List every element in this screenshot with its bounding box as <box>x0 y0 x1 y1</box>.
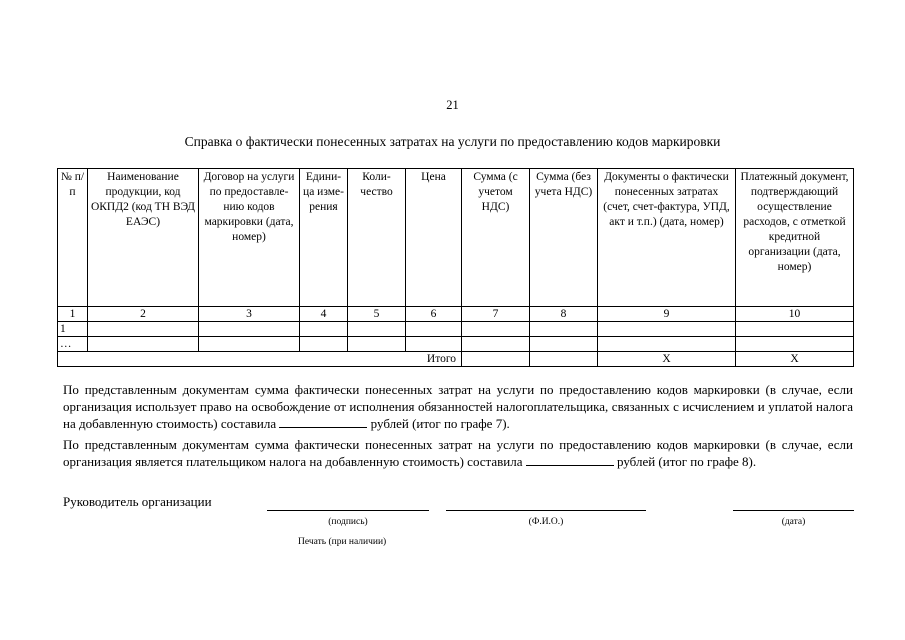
table-cell <box>348 322 406 337</box>
table-cell <box>598 337 736 352</box>
paragraph-suffix: рублей (итог по графе 7). <box>370 416 510 431</box>
column-number: 6 <box>406 307 462 322</box>
column-number: 5 <box>348 307 406 322</box>
column-header: Документы о фактически понесенных затратах (счет, счет-фактура, УПД, акт и т.п.) (дата, номер) <box>598 169 736 307</box>
table-cell <box>598 322 736 337</box>
paragraph-text: По представленным документам сумма фактически понесенных затрат на услуги по предоставлению кодов маркировки (в случае, если организация использует право на освобождение от исполнения обязанностей налогоплательщика, связанных с исчислением и уплатой налога на добавленную стоимость) составила <box>63 382 853 431</box>
total-row <box>58 352 854 367</box>
table-cell <box>462 322 530 337</box>
date-caption: (дата) <box>781 517 806 527</box>
table-cell <box>462 352 530 367</box>
table-cell <box>88 337 199 352</box>
column-number-row <box>58 307 854 322</box>
column-header: Договор на услуги по предоставле- нию кодов маркировки (дата, номер) <box>199 169 300 307</box>
paragraph-suffix: рублей (итог по графе 8). <box>617 454 757 469</box>
table-header-row <box>58 169 854 307</box>
column-header: Наименование продукции, код ОКПД2 (код ТН ВЭД ЕАЭС) <box>88 169 199 307</box>
table-cell <box>300 337 348 352</box>
paragraph-text: По представленным документам сумма фактически понесенных затрат на услуги по предоставлению кодов маркировки (в случае, если организация является плательщиком налога на добавленную стоимость) составила <box>63 437 853 469</box>
page-number: 21 <box>446 98 459 112</box>
row-number: 1 <box>58 322 88 337</box>
stamp-note: Печать (при наличии) <box>298 537 387 547</box>
total-label: Итого <box>58 352 462 367</box>
column-header: Коли- чество <box>348 169 406 307</box>
signature-line <box>267 510 429 511</box>
column-number: 9 <box>598 307 736 322</box>
total-cell: Х <box>736 352 854 367</box>
column-number: 2 <box>88 307 199 322</box>
column-header: Сумма (с учетом НДС) <box>462 169 530 307</box>
signature-caption: (подпись) <box>328 517 368 527</box>
paragraph-vat-exempt <box>63 381 853 432</box>
table-cell <box>530 352 598 367</box>
name-line <box>446 510 646 511</box>
table-row <box>58 322 854 337</box>
table-cell <box>406 322 462 337</box>
expenses-table <box>57 168 854 367</box>
column-header: № п/п <box>58 169 88 307</box>
document-title: Справка о фактически понесенных затратах на услуги по предоставлению кодов маркировки <box>184 134 721 149</box>
column-number: 7 <box>462 307 530 322</box>
date-line <box>733 510 854 511</box>
row-number: … <box>58 337 88 352</box>
table-cell <box>300 322 348 337</box>
table-cell <box>736 322 854 337</box>
column-header: Едини- ца изме- рения <box>300 169 348 307</box>
table-cell <box>88 322 199 337</box>
table-row <box>58 337 854 352</box>
table-cell <box>530 322 598 337</box>
table-cell <box>199 322 300 337</box>
table-cell <box>348 337 406 352</box>
table-cell <box>736 337 854 352</box>
table-cell <box>462 337 530 352</box>
table-cell <box>406 337 462 352</box>
column-number: 1 <box>58 307 88 322</box>
column-number: 8 <box>530 307 598 322</box>
paragraph-vat-payer <box>63 436 853 470</box>
table-cell <box>530 337 598 352</box>
total-cell: Х <box>598 352 736 367</box>
amount-blank <box>279 415 367 428</box>
column-header: Сумма (без учета НДС) <box>530 169 598 307</box>
column-number: 4 <box>300 307 348 322</box>
amount-blank <box>526 453 614 466</box>
column-number: 10 <box>736 307 854 322</box>
column-number: 3 <box>199 307 300 322</box>
table-cell <box>199 337 300 352</box>
signature-label: Руководитель организации <box>63 494 212 509</box>
column-header: Платежный документ, подтверждающий осуществление расходов, с отметкой кредитной организации (дата, номер) <box>736 169 854 307</box>
name-caption: (Ф.И.О.) <box>528 517 564 527</box>
column-header: Цена <box>406 169 462 307</box>
